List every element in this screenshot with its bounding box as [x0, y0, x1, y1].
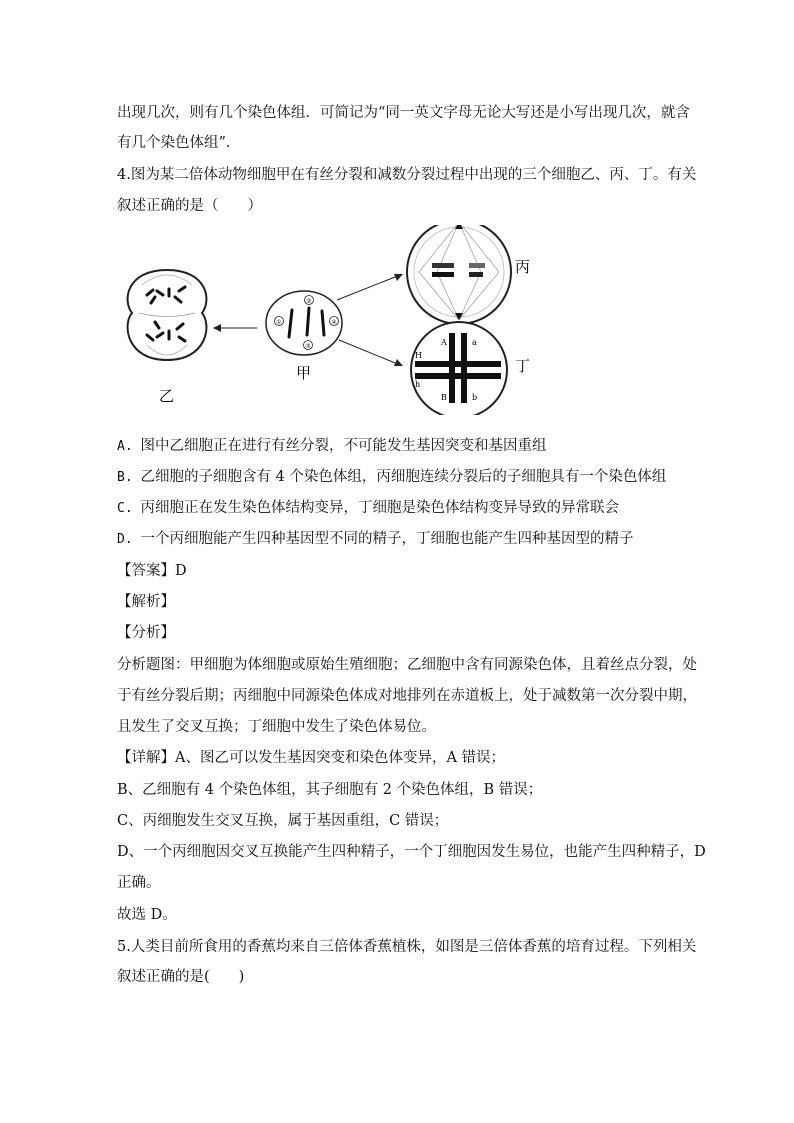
- option-b: [117, 467, 666, 488]
- option-a: [117, 436, 546, 457]
- cell-bing: [407, 225, 511, 324]
- question-5-stem: 叙述正确的是( ): [117, 969, 245, 985]
- chromosome-number: ④: [331, 319, 337, 326]
- fenxi-line: 于有丝分裂后期；丙细胞中同源染色体成对地排列在赤道板上，处于减数第一次分裂中期，: [117, 688, 697, 704]
- text-line: 有几个染色体组”．: [117, 135, 241, 151]
- option-text: 乙细胞的子细胞含有 4 个染色体组，丙细胞连续分裂后的子细胞具有一个染色体组: [140, 469, 667, 485]
- fenxi-line: 且发生了交叉互换；丁细胞中发生了染色体易位。: [117, 719, 436, 735]
- gene-label: b: [472, 393, 478, 402]
- detail-line: C、丙细胞发生交叉互换，属于基因重组，C 错误；: [117, 813, 449, 829]
- option-d: [117, 529, 633, 550]
- question-4-stem: 叙述正确的是（ ）: [117, 198, 262, 214]
- gene-label: h: [415, 380, 421, 389]
- detail-line: 正确。: [117, 875, 161, 891]
- question-4-stem: 4.图为某二倍体动物细胞甲在有丝分裂和减数分裂过程中出现的三个细胞乙、丙、丁。有关: [117, 167, 697, 183]
- option-letter: A.: [117, 439, 133, 454]
- detail-line: D、一个丙细胞因交叉互换能产生四种精子，一个丁细胞因发生易位，也能产生四种精子，D: [117, 844, 706, 860]
- chromosome-number: ③: [305, 343, 311, 350]
- chromosome-number: ②: [306, 298, 312, 305]
- detail-line: 【详解】A、图乙可以发生基因突变和染色体变异，A 错误；: [117, 750, 506, 766]
- label-jia: 甲: [296, 364, 312, 382]
- gene-label: B: [441, 393, 447, 402]
- detail-line: B、乙细胞有 4 个染色体组，其子细胞有 2 个染色体组，B 错误；: [117, 782, 543, 798]
- fenxi-heading: 【分析】: [117, 625, 175, 641]
- chromosome-number: ①: [276, 319, 282, 326]
- gene-label: H: [415, 351, 422, 360]
- cell-ding: [411, 322, 507, 415]
- label-ding: 丁: [515, 357, 531, 375]
- text-line: 出现几次，则有几个染色体组．可简记为“同一英文字母无论大写还是小写出现几次，就含: [117, 105, 690, 121]
- option-c: [117, 498, 619, 519]
- cell-yi: [128, 270, 207, 360]
- option-text: 图中乙细胞正在进行有丝分裂，不可能发生基因突变和基因重组: [140, 438, 547, 454]
- option-text: 一个丙细胞能产生四种基因型不同的精子，丁细胞也能产生四种基因型的精子: [140, 531, 634, 547]
- answer: 【答案】D: [117, 563, 187, 579]
- gene-label: a: [472, 338, 477, 347]
- analysis-heading: 【解析】: [117, 594, 175, 610]
- label-bing: 丙: [515, 258, 531, 276]
- option-letter: C.: [117, 501, 133, 516]
- option-letter: B.: [117, 470, 133, 485]
- cell-division-figure: [117, 225, 547, 415]
- question-5-stem: 5.人类目前所食用的香蕉均来自三倍体香蕉植株，如图是三倍体香蕉的培育过程。下列相关: [117, 939, 697, 955]
- gene-label: A: [441, 338, 447, 347]
- detail-line: 故选 D。: [117, 907, 177, 923]
- option-text: 丙细胞正在发生染色体结构变异，丁细胞是染色体结构变异导致的异常联会: [140, 500, 619, 516]
- cell-jia: [266, 291, 342, 355]
- fenxi-line: 分析题图：甲细胞为体细胞或原始生殖细胞；乙细胞中含有同源染色体，且着丝点分裂，处: [117, 657, 697, 673]
- option-letter: D.: [117, 532, 133, 547]
- label-yi: 乙: [159, 387, 175, 405]
